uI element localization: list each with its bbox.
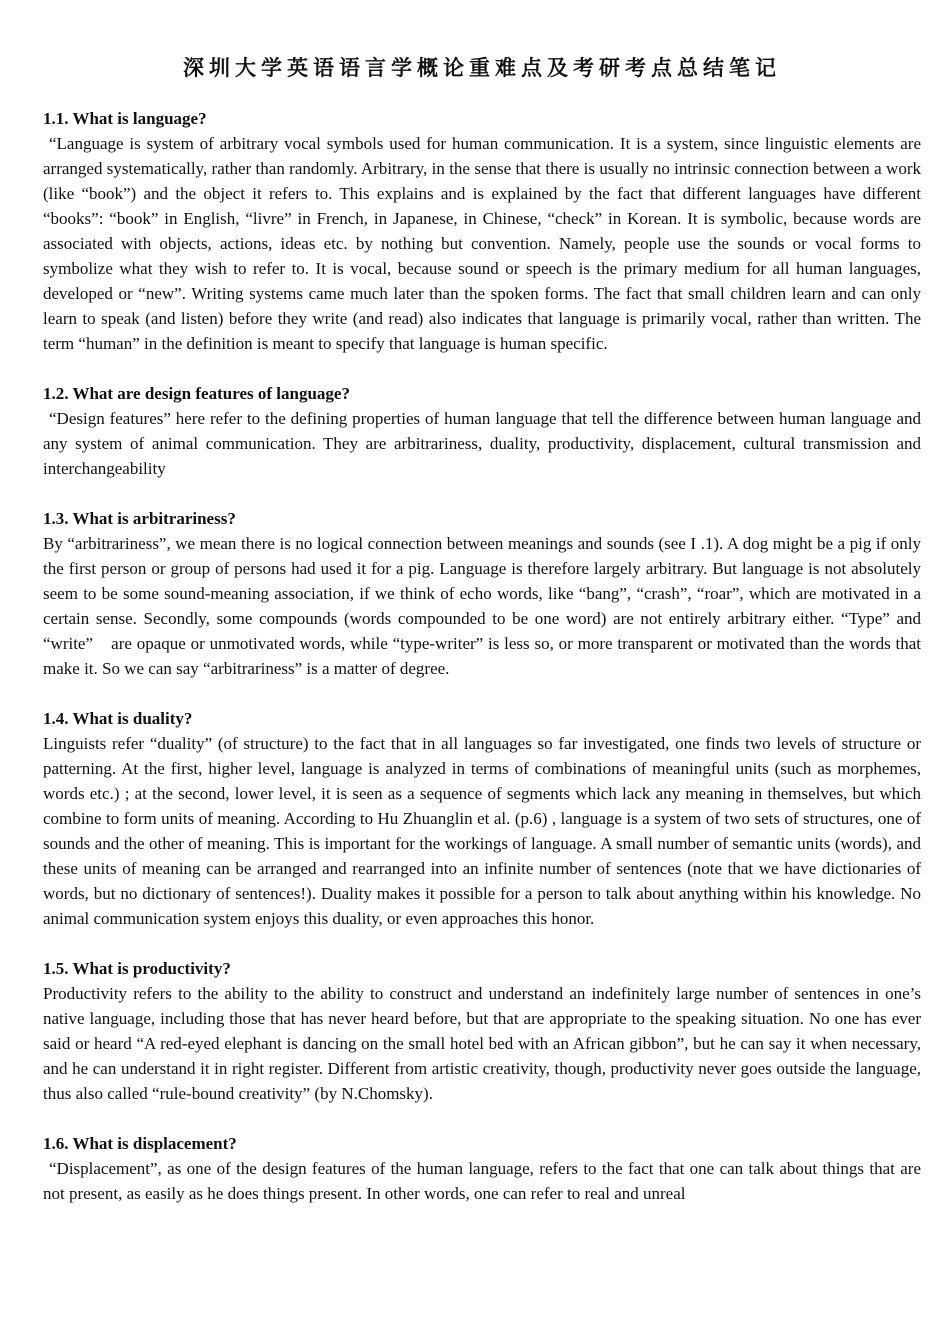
document-title: 深圳大学英语语言学概论重难点及考研考点总结笔记 [183,55,781,80]
section-design-features [43,381,921,481]
section-productivity [43,956,921,1106]
section-arbitrariness [43,506,921,681]
section-body: By “arbitrariness”, we mean there is no logical connection between meanings and sounds (see I .1). A dog might be a pig if only the first person or group of persons had used it for a pig. Language is therefore largely arbitrary. But language is not absolutely seem to be some sound-meaning association, if we think of echo words, like “bang”, “crash”, “roar”, which are motivated in a certain sense. Secondly, some compounds (words compounded to be one word) are not entirely arbitrary either. “Type” and “write” are opaque or unmotivated words, while “type-writer” is less so, or more transparent or motivated than the words that make it. So we can say “arbitrariness” is a matter of degree. [43,534,921,678]
document-page [43,52,921,1231]
section-heading: 1.5. What is productivity? [43,959,231,978]
section-body: “Displacement”, as one of the design features of the human language, refers to the fact that one can talk about things that are not present, as easily as he does things present. In other words, one can refer to real and unreal [43,1159,921,1203]
section-heading: 1.4. What is duality? [43,709,193,728]
section-body: “Design features” here refer to the defining properties of human language that tell the difference between human language and any system of animal communication. They are arbitrariness, duality, productivity, displacement, cultural transmission and interchangeability [43,409,921,478]
section-what-is-language [43,106,921,356]
section-heading: 1.1. What is language? [43,109,207,128]
section-body: Productivity refers to the ability to the ability to construct and understand an indefinitely large number of sentences in one’s native language, including those that has never heard before, but that are appropriate to the speaking situation. No one has ever said or heard “A red-eyed elephant is dancing on the small hotel bed with an African gibbon”, but he can say it when necessary, and he can understand it in right register. Different from artistic creativity, though, productivity never goes outside the language, thus also called “rule-bound creativity” (by N.Chomsky). [43,984,921,1103]
section-displacement [43,1131,921,1206]
section-body: Linguists refer “duality” (of structure) to the fact that in all languages so far investigated, one finds two levels of structure or patterning. At the first, higher level, language is analyzed in terms of combinations of meaningful units (such as morphemes, words etc.) ; at the second, lower level, it is seen as a sequence of segments which lack any meaning in themselves, but which combine to form units of meaning. According to Hu Zhuanglin et al. (p.6) , language is a system of two sets of structures, one of sounds and the other of meaning. This is important for the workings of language. A small number of semantic units (words), and these units of meaning can be arranged and rearranged into an infinite number of sentences (note that we have dictionaries of words, but no dictionary of sentences!). Duality makes it possible for a person to talk about anything within his knowledge. No animal communication system enjoys this duality, or even approaches this honor. [43,734,921,928]
section-heading: 1.6. What is displacement? [43,1134,237,1153]
section-heading: 1.2. What are design features of language? [43,384,350,403]
section-duality [43,706,921,931]
section-body: “Language is system of arbitrary vocal symbols used for human communication. It is a system, since linguistic elements are arranged systematically, rather than randomly. Arbitrary, in the sense that there is usually no intrinsic connection between a work (like “book”) and the object it refers to. This explains and is explained by the fact that different languages have different “books”: “book” in English, “livre” in French, in Japanese, in Chinese, “check” in Korean. It is symbolic, because words are associated with objects, actions, ideas etc. by nothing but convention. Namely, people use the sounds or vocal forms to symbolize what they wish to refer to. It is vocal, because sound or speech is the primary medium for all human languages, developed or “new”. Writing systems came much later than the spoken forms. The fact that small children learn and can only learn to speak (and listen) before they write (and read) also indicates that language is primarily vocal, rather than written. The term “human” in the definition is meant to specify that language is human specific. [43,134,921,353]
section-heading: 1.3. What is arbitrariness? [43,509,236,528]
